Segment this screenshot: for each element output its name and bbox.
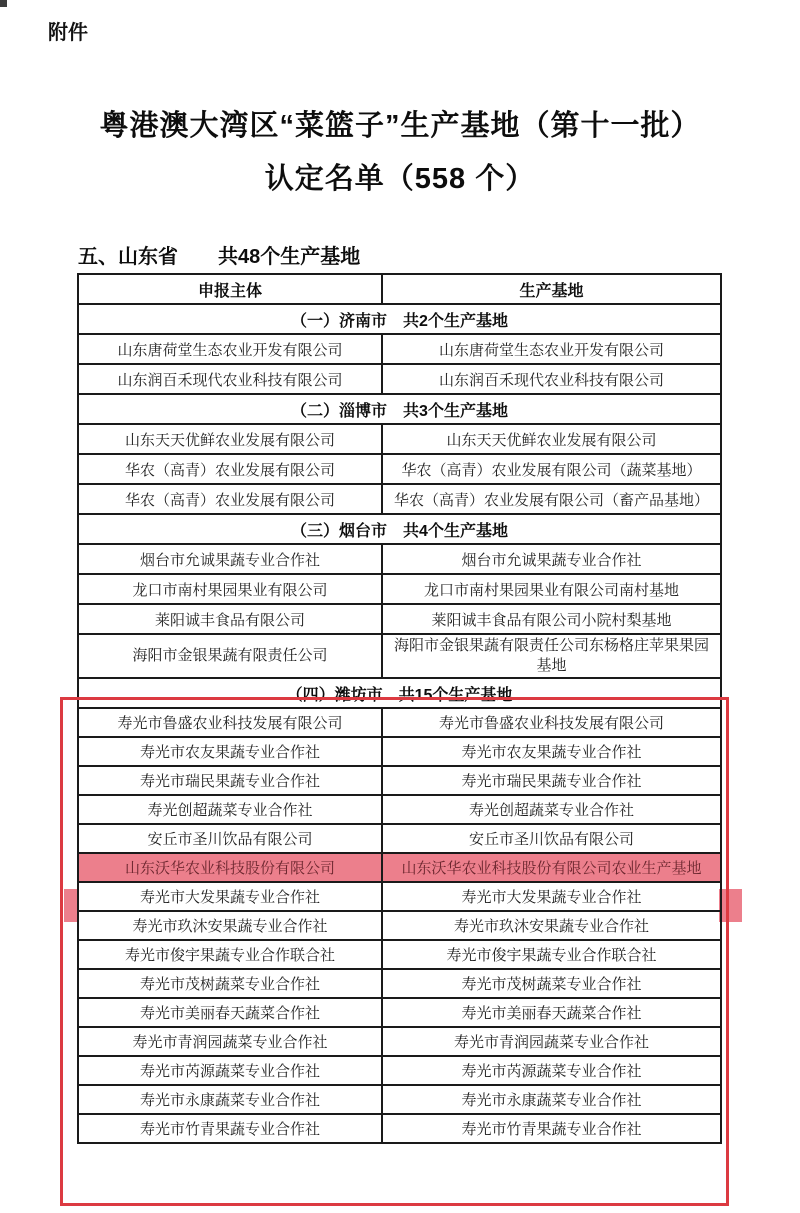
group-header-label: （一）济南市 共2个生产基地 — [78, 304, 721, 334]
base-cell: 寿光市永康蔬菜专业合作社 — [382, 1085, 721, 1114]
applicant-cell: 山东天天优鲜农业发展有限公司 — [78, 424, 382, 454]
document-title — [0, 100, 800, 206]
base-cell: 山东润百禾现代农业科技有限公司 — [382, 364, 721, 394]
column-header-base: 生产基地 — [382, 274, 721, 304]
applicant-cell: 莱阳诚丰食品有限公司 — [78, 604, 382, 634]
applicant-cell: 龙口市南村果园果业有限公司 — [78, 574, 382, 604]
scan-artifact — [0, 0, 7, 7]
base-cell: 寿光创超蔬菜专业合作社 — [382, 795, 721, 824]
applicant-cell: 寿光市芮源蔬菜专业合作社 — [78, 1056, 382, 1085]
table-header-row — [78, 274, 721, 304]
base-cell: 山东沃华农业科技股份有限公司农业生产基地 — [382, 853, 721, 882]
applicant-cell: 华农（高青）农业发展有限公司 — [78, 454, 382, 484]
applicant-cell: 寿光市美丽春天蔬菜合作社 — [78, 998, 382, 1027]
table-row — [78, 634, 721, 678]
base-cell: 华农（高青）农业发展有限公司（畜产品基地） — [382, 484, 721, 514]
base-cell: 寿光市农友果蔬专业合作社 — [382, 737, 721, 766]
applicant-cell: 寿光市茂树蔬菜专业合作社 — [78, 969, 382, 998]
group-header-label: （三）烟台市 共4个生产基地 — [78, 514, 721, 544]
province-section-heading: 五、山东省 共48个生产基地 — [78, 246, 361, 268]
applicant-cell: 寿光市玖沐安果蔬专业合作社 — [78, 911, 382, 940]
group-header-label: （四）潍坊市 共15个生产基地 — [78, 678, 721, 708]
title-line-2: 认定名单（558 个） — [264, 163, 536, 195]
applicant-cell: 山东唐荷堂生态农业开发有限公司 — [78, 334, 382, 364]
table-row — [78, 424, 721, 454]
applicant-cell: 寿光市俊宇果蔬专业合作联合社 — [78, 940, 382, 969]
group-header-zibo — [78, 394, 721, 424]
base-cell: 海阳市金银果蔬有限责任公司东杨格庄苹果果园基地 — [382, 634, 721, 678]
base-cell: 寿光市青润园蔬菜专业合作社 — [382, 1027, 721, 1056]
base-cell: 寿光市芮源蔬菜专业合作社 — [382, 1056, 721, 1085]
base-cell: 烟台市允诚果蔬专业合作社 — [382, 544, 721, 574]
red-annotation-box — [60, 697, 729, 1206]
applicant-cell: 华农（高青）农业发展有限公司 — [78, 484, 382, 514]
table-row — [78, 484, 721, 514]
base-cell: 寿光市茂树蔬菜专业合作社 — [382, 969, 721, 998]
applicant-cell: 寿光市大发果蔬专业合作社 — [78, 882, 382, 911]
applicant-cell: 烟台市允诚果蔬专业合作社 — [78, 544, 382, 574]
base-cell: 寿光市瑞民果蔬专业合作社 — [382, 766, 721, 795]
base-cell: 寿光市鲁盛农业科技发展有限公司 — [382, 708, 721, 737]
base-cell: 寿光市美丽春天蔬菜合作社 — [382, 998, 721, 1027]
base-cell: 华农（高青）农业发展有限公司（蔬菜基地） — [382, 454, 721, 484]
title-line-1: 粤港澳大湾区“菜篮子”生产基地（第十一批） — [99, 110, 701, 142]
base-cell: 龙口市南村果园果业有限公司南村基地 — [382, 574, 721, 604]
table-row — [78, 334, 721, 364]
base-cell: 寿光市玖沐安果蔬专业合作社 — [382, 911, 721, 940]
column-header-applicant: 申报主体 — [78, 274, 382, 304]
group-header-jinan — [78, 304, 721, 334]
applicant-cell: 寿光市青润园蔬菜专业合作社 — [78, 1027, 382, 1056]
base-cell: 寿光市大发果蔬专业合作社 — [382, 882, 721, 911]
table-row — [78, 544, 721, 574]
group-header-yantai — [78, 514, 721, 544]
base-cell: 寿光市竹青果蔬专业合作社 — [382, 1114, 721, 1143]
applicant-cell: 寿光市瑞民果蔬专业合作社 — [78, 766, 382, 795]
table-row — [78, 364, 721, 394]
group-header-label: （二）淄博市 共3个生产基地 — [78, 394, 721, 424]
applicant-cell: 寿光市竹青果蔬专业合作社 — [78, 1114, 382, 1143]
table-row — [78, 604, 721, 634]
table-row — [78, 454, 721, 484]
base-cell: 山东天天优鲜农业发展有限公司 — [382, 424, 721, 454]
applicant-cell: 安丘市圣川饮品有限公司 — [78, 824, 382, 853]
base-cell: 寿光市俊宇果蔬专业合作联合社 — [382, 940, 721, 969]
applicant-cell: 寿光市鲁盛农业科技发展有限公司 — [78, 708, 382, 737]
applicant-cell: 山东润百禾现代农业科技有限公司 — [78, 364, 382, 394]
base-cell: 山东唐荷堂生态农业开发有限公司 — [382, 334, 721, 364]
base-cell: 安丘市圣川饮品有限公司 — [382, 824, 721, 853]
applicant-cell: 寿光创超蔬菜专业合作社 — [78, 795, 382, 824]
attachment-label: 附件 — [48, 22, 88, 44]
table-row — [78, 574, 721, 604]
applicant-cell: 海阳市金银果蔬有限责任公司 — [78, 634, 382, 678]
applicant-cell: 寿光市永康蔬菜专业合作社 — [78, 1085, 382, 1114]
applicant-cell: 寿光市农友果蔬专业合作社 — [78, 737, 382, 766]
applicant-cell: 山东沃华农业科技股份有限公司 — [78, 853, 382, 882]
base-cell: 莱阳诚丰食品有限公司小院村梨基地 — [382, 604, 721, 634]
